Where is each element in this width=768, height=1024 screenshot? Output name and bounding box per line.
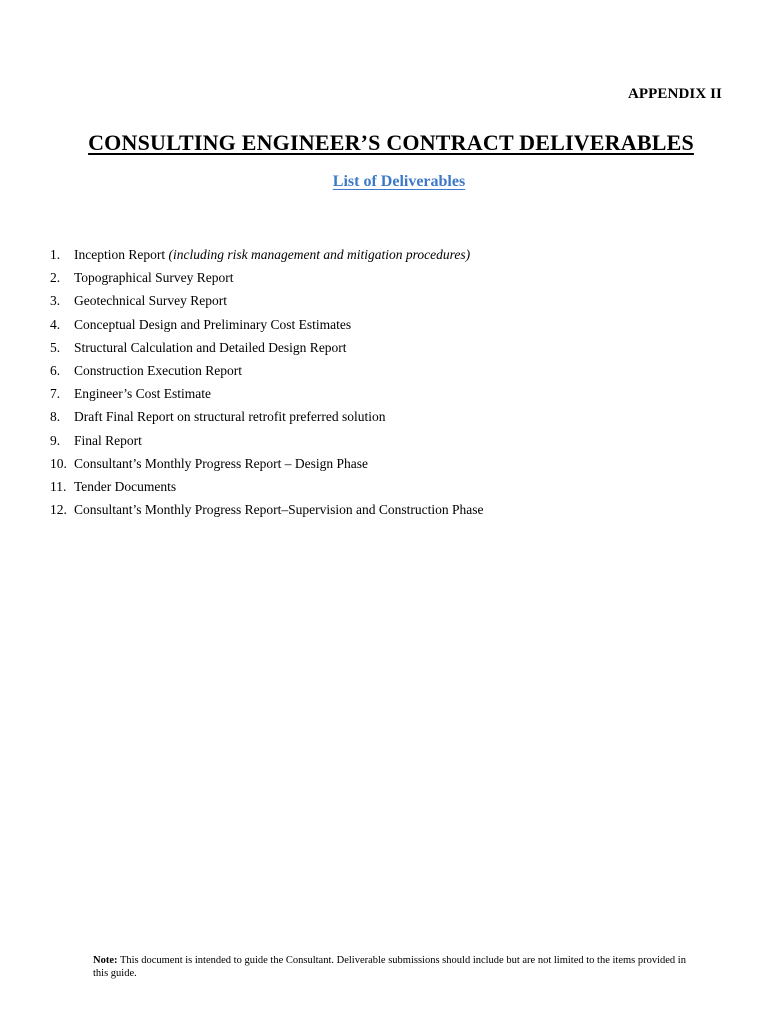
page-title: CONSULTING ENGINEER’S CONTRACT DELIVERABLES bbox=[88, 130, 694, 155]
list-item bbox=[50, 245, 484, 268]
list-item bbox=[50, 268, 484, 291]
list-item bbox=[50, 407, 484, 430]
item-text: Tender Documents bbox=[74, 478, 177, 494]
item-number: 4. bbox=[50, 316, 61, 332]
item-number: 12. bbox=[50, 502, 67, 518]
list-item bbox=[50, 500, 484, 523]
item-text: Structural Calculation and Detailed Design Report bbox=[74, 339, 347, 355]
footer-note bbox=[93, 955, 693, 980]
item-text: Geotechnical Survey Report bbox=[74, 293, 227, 309]
deliverables-list bbox=[50, 245, 484, 523]
list-item bbox=[50, 454, 484, 477]
list-item bbox=[50, 315, 484, 338]
item-text: Engineer’s Cost Estimate bbox=[74, 386, 211, 402]
item-text: Inception Report bbox=[74, 247, 166, 262]
item-number: 11. bbox=[50, 478, 67, 494]
item-number: 10. bbox=[50, 455, 67, 471]
item-number: 8. bbox=[50, 409, 61, 425]
item-number: 5. bbox=[50, 339, 61, 355]
item-note: (including risk management and mitigation procedures) bbox=[168, 247, 471, 262]
note-label: Note: bbox=[93, 955, 118, 966]
item-number: 9. bbox=[50, 432, 61, 448]
item-number: 6. bbox=[50, 362, 61, 378]
item-text: Consultant’s Monthly Progress Report – Design Phase bbox=[74, 455, 368, 471]
list-item bbox=[50, 338, 484, 361]
section-subtitle: List of Deliverables bbox=[332, 173, 466, 190]
list-item bbox=[50, 384, 484, 407]
appendix-label: APPENDIX II bbox=[627, 86, 722, 102]
item-text: Construction Execution Report bbox=[74, 362, 242, 378]
item-number: 3. bbox=[50, 293, 61, 309]
item-text: Conceptual Design and Preliminary Cost Estimates bbox=[74, 316, 352, 332]
item-number: 7. bbox=[50, 386, 61, 402]
list-item bbox=[50, 361, 484, 384]
item-text: Draft Final Report on structural retrofit preferred solution bbox=[74, 409, 386, 425]
list-item bbox=[50, 477, 484, 500]
item-number: 1. bbox=[50, 247, 61, 262]
item-number: 2. bbox=[50, 270, 61, 286]
list-item bbox=[50, 431, 484, 454]
list-item bbox=[50, 291, 484, 314]
item-text: Final Report bbox=[74, 432, 142, 448]
item-text: Consultant’s Monthly Progress Report–Supervision and Construction Phase bbox=[74, 502, 484, 518]
note-text: This document is intended to guide the Consultant. Deliverable submissions should include but are not limited to the items provided in this guide. bbox=[93, 955, 686, 979]
item-text: Topographical Survey Report bbox=[74, 270, 234, 286]
